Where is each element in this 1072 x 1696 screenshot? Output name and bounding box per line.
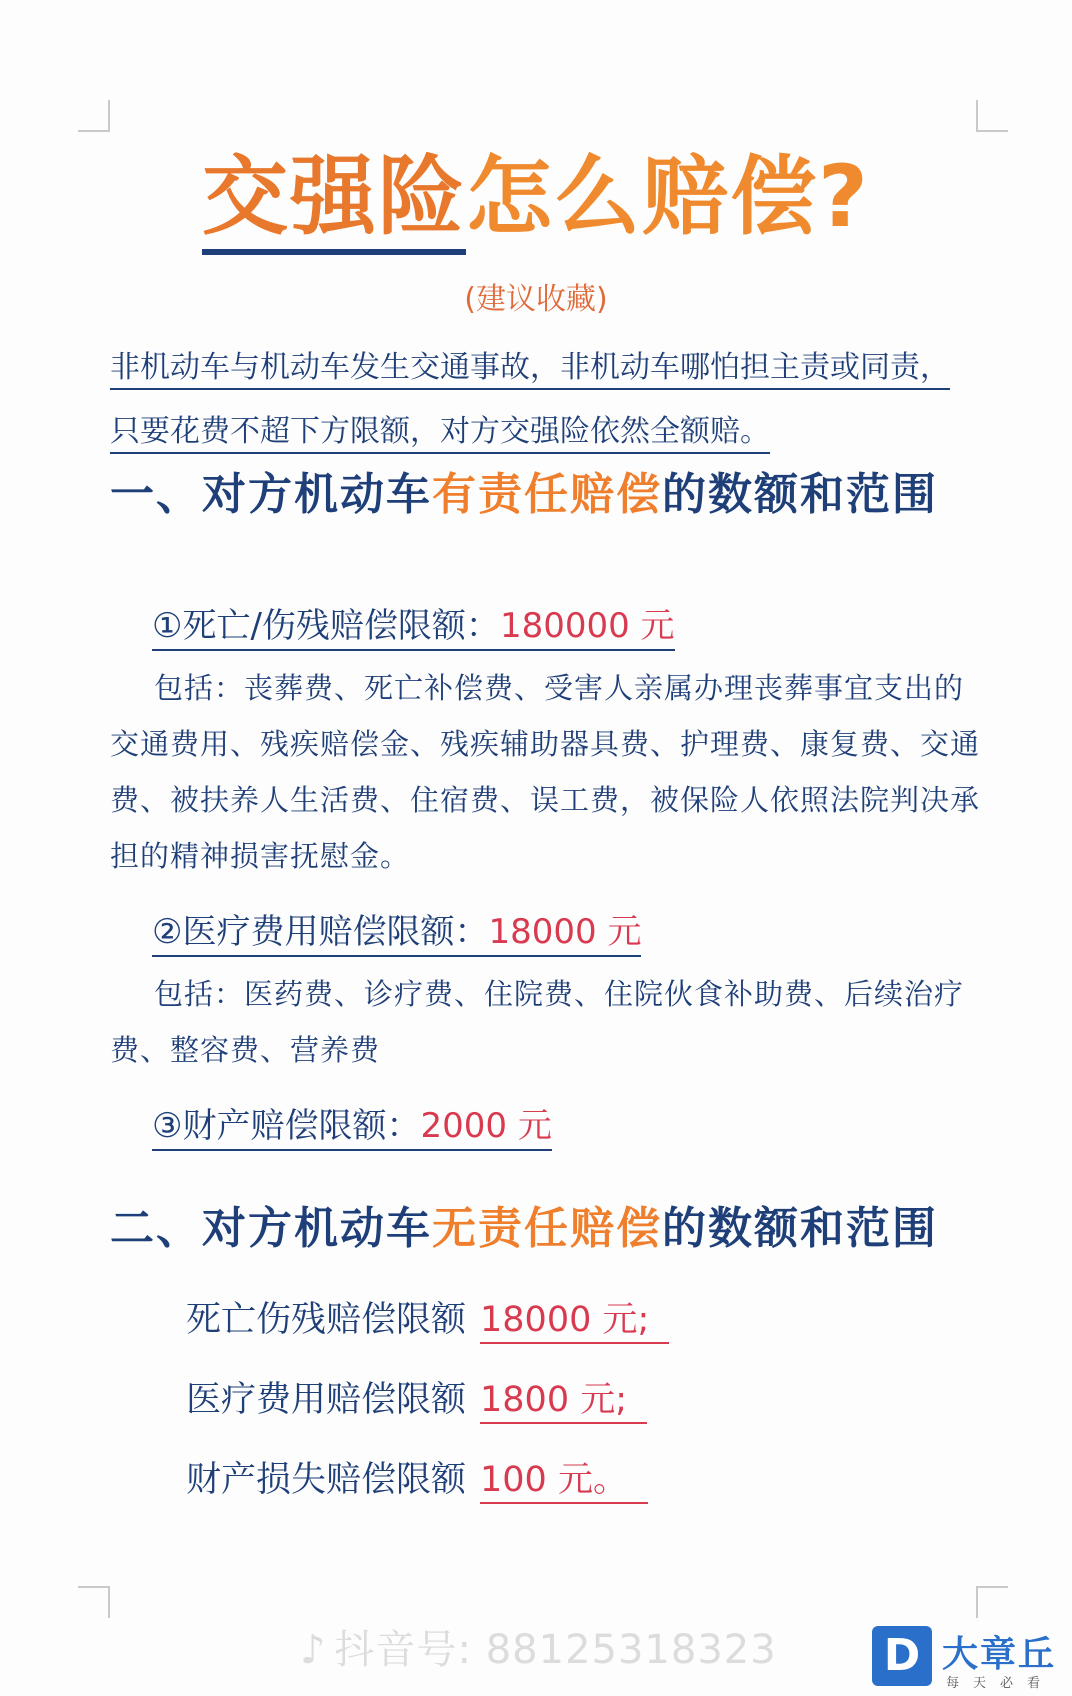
- detail-text: 包括：丧葬费、死亡补偿费、受害人亲属办理丧葬事宜支出的交通费用、残疾赔偿金、残疾辅助器具费、护理费、康复费、交通费、被扶养人生活费、住宿费、误工费，被保险人依照法院判决承担的精神损害抚慰金。: [110, 671, 981, 873]
- row-label: 财产损失赔偿限额: [186, 1460, 467, 1500]
- intro-line-2: 只要花费不超下方限额，对方交强险依然全额赔。: [110, 414, 770, 454]
- crop-mark-top-left: [78, 100, 110, 132]
- section1-highlight: 有责任赔偿: [432, 469, 662, 520]
- watermark: [300, 1618, 777, 1675]
- section1-item-1: [152, 598, 675, 651]
- section2-prefix: 二、对方机动车: [110, 1203, 432, 1254]
- logo-badge-icon: D: [872, 1626, 932, 1686]
- intro-text: [110, 336, 1010, 464]
- item-label: ②医疗费用赔偿限额：: [152, 912, 489, 952]
- intro-line-1: 非机动车与机动车发生交通事故，非机动车哪怕担主责或同责，: [110, 350, 950, 390]
- watermark-id: 88125318323: [485, 1627, 777, 1673]
- section2-highlight: 无责任赔偿: [432, 1203, 662, 1254]
- section1-item-2: [152, 904, 641, 957]
- section1-item-2-detail: [110, 966, 980, 1078]
- detail-text: 包括：医药费、诊疗费、住院费、住院伙食补助费、后续治疗费、整容费、营养费: [110, 977, 965, 1067]
- item-label: ①死亡/伤残赔偿限额：: [152, 606, 500, 646]
- section1-item-3: [152, 1098, 552, 1151]
- item-amount: 18000 元: [488, 912, 642, 952]
- item-amount: 180000 元: [499, 606, 675, 646]
- item-amount: 2000 元: [420, 1106, 552, 1146]
- subtitle: (建议收藏): [464, 282, 608, 317]
- section2-row-2: [186, 1372, 647, 1422]
- row-label: 死亡伤残赔偿限额: [186, 1300, 467, 1340]
- row-label: 医疗费用赔偿限额: [186, 1380, 467, 1420]
- title-part2: 怎么赔偿?: [466, 147, 870, 247]
- section1-item-1-detail: [110, 660, 980, 884]
- watermark-platform: 抖音号:: [334, 1627, 473, 1673]
- section2-row-3: [186, 1452, 648, 1502]
- section1-heading: [110, 458, 1010, 522]
- crop-mark-bottom-right: [976, 1586, 1008, 1618]
- logo-tagline: 每天必看: [946, 1676, 1055, 1691]
- crop-mark-top-right: [976, 100, 1008, 132]
- section2-row-1: [186, 1292, 669, 1342]
- row-amount: 100 元。: [480, 1460, 648, 1504]
- row-amount: 1800 元;: [480, 1380, 647, 1424]
- section1-suffix: 的数额和范围: [662, 469, 938, 520]
- tiktok-icon: ♪: [300, 1627, 327, 1673]
- section2-heading: [110, 1192, 1010, 1256]
- logo-name: 大章丘: [942, 1634, 1057, 1675]
- crop-mark-bottom-left: [78, 1586, 110, 1618]
- brand-logo: [872, 1626, 1068, 1692]
- section2-suffix: 的数额和范围: [662, 1203, 938, 1254]
- page-title: [0, 147, 1072, 247]
- row-amount: 18000 元;: [480, 1300, 669, 1344]
- item-label: ③财产赔偿限额：: [152, 1106, 421, 1146]
- title-part1: 交强险: [202, 147, 466, 255]
- section1-prefix: 一、对方机动车: [110, 469, 432, 520]
